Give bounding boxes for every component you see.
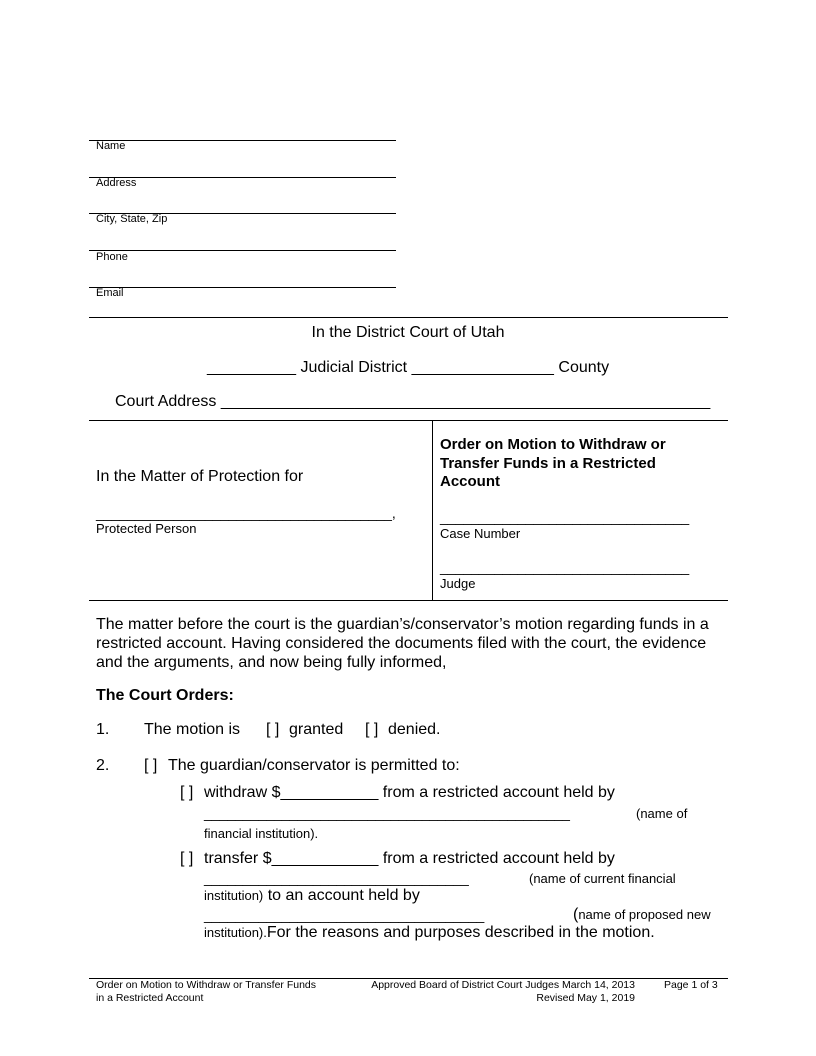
court-top-rule	[89, 317, 728, 318]
address-label: Address	[96, 177, 137, 189]
judge-blank: ________________________________	[440, 559, 690, 575]
transfer-current-note: (name of current financial	[529, 871, 676, 886]
district-blank: __________	[207, 359, 296, 376]
transfer-to: to an account held by	[267, 887, 420, 904]
name-label: Name	[96, 140, 126, 152]
judge-label: Judge	[440, 576, 476, 591]
transfer-institution-note	[204, 887, 420, 905]
document-title	[440, 436, 666, 492]
district-row	[207, 359, 609, 377]
court-address-blank: _______________________________________________________	[220, 393, 711, 410]
withdraw-text: withdraw $___________ from a restricted account held by	[204, 784, 615, 801]
item-1-number: 1.	[96, 721, 110, 738]
court-title: In the District Court of Utah	[311, 324, 505, 341]
footer-middle	[360, 979, 635, 1004]
transfer-proposed: name of proposed new	[578, 907, 711, 922]
intro-line-2: restricted account. Having considered the documents filed with the court, the evidence	[96, 635, 707, 652]
document-title-line-1: Order on Motion to Withdraw or	[440, 436, 666, 453]
transfer-checkbox[interactable]: [ ]	[180, 850, 194, 867]
footer-left	[96, 979, 316, 1004]
footer-left-line-2: in a Restricted Account	[96, 991, 204, 1004]
footer-page-number: Page 1 of 3	[664, 979, 718, 991]
case-number-label: Case Number	[440, 526, 521, 541]
caption-divider	[432, 420, 433, 600]
court-address-label: Court Address	[115, 393, 217, 410]
transfer-inst-a: institution)	[204, 888, 264, 903]
granted-checkbox[interactable]: [ ]	[266, 721, 280, 738]
county-blank: ________________	[411, 359, 554, 376]
matter-label: In the Matter of Protection for	[96, 468, 304, 485]
footer-revised: Revised May 1, 2019	[536, 991, 635, 1004]
orders-heading: The Court Orders:	[96, 687, 234, 704]
transfer-current-blank: __________________________________	[204, 870, 469, 886]
intro-paragraph	[96, 615, 709, 672]
name-line	[89, 140, 396, 141]
phone-label: Phone	[96, 251, 128, 263]
document-title-line-3: Account	[440, 473, 500, 490]
caption-top-rule	[89, 420, 728, 421]
granted-label: granted	[289, 721, 344, 738]
district-label: Judicial District	[300, 359, 408, 376]
item-1-text: The motion is	[144, 721, 241, 738]
county-label: County	[558, 359, 610, 376]
caption-bottom-rule	[89, 600, 728, 601]
case-number-blank: ________________________________	[440, 509, 690, 525]
denied-checkbox[interactable]: [ ]	[365, 721, 379, 738]
transfer-text: transfer $____________ from a restricted account held by	[204, 850, 615, 867]
intro-line-3: and the arguments, and now being fully informed,	[96, 654, 447, 671]
footer-left-line-1: Order on Motion to Withdraw or Transfer Funds	[96, 979, 317, 991]
document-title-line-2: Transfer Funds in a Restricted	[440, 454, 656, 472]
transfer-reason: For the reasons and purposes described in the motion.	[266, 924, 655, 941]
withdraw-institution-note: financial institution).	[204, 826, 319, 841]
court-address-row	[115, 393, 710, 411]
transfer-inst-b: institution).	[204, 925, 267, 940]
withdraw-institution-blank: _______________________________________________	[204, 805, 570, 821]
intro-line-1: The matter before the court is the guardian’s/conservator’s motion regarding funds in a	[96, 616, 709, 633]
phone-line	[89, 250, 396, 251]
item-2-checkbox[interactable]: [ ]	[144, 757, 158, 774]
transfer-reason-line	[204, 924, 655, 942]
item-2-number: 2.	[96, 757, 110, 774]
transfer-proposed-blank: ____________________________________	[204, 907, 485, 923]
email-line	[89, 287, 396, 288]
protected-person-label: Protected Person	[96, 521, 197, 536]
denied-label: denied.	[388, 721, 441, 738]
item-2-text: The guardian/conservator is permitted to:	[168, 757, 460, 774]
withdraw-checkbox[interactable]: [ ]	[180, 784, 194, 801]
city-label: City, State, Zip	[96, 213, 168, 225]
email-label: Email	[96, 287, 124, 299]
withdraw-name-of: (name of	[636, 806, 688, 821]
transfer-paren: (	[573, 906, 579, 923]
footer-approved: Approved Board of District Court Judges March 14, 2013	[371, 979, 635, 991]
protected-person-blank: ______________________________________,	[96, 505, 396, 521]
transfer-proposed-note	[573, 906, 711, 924]
